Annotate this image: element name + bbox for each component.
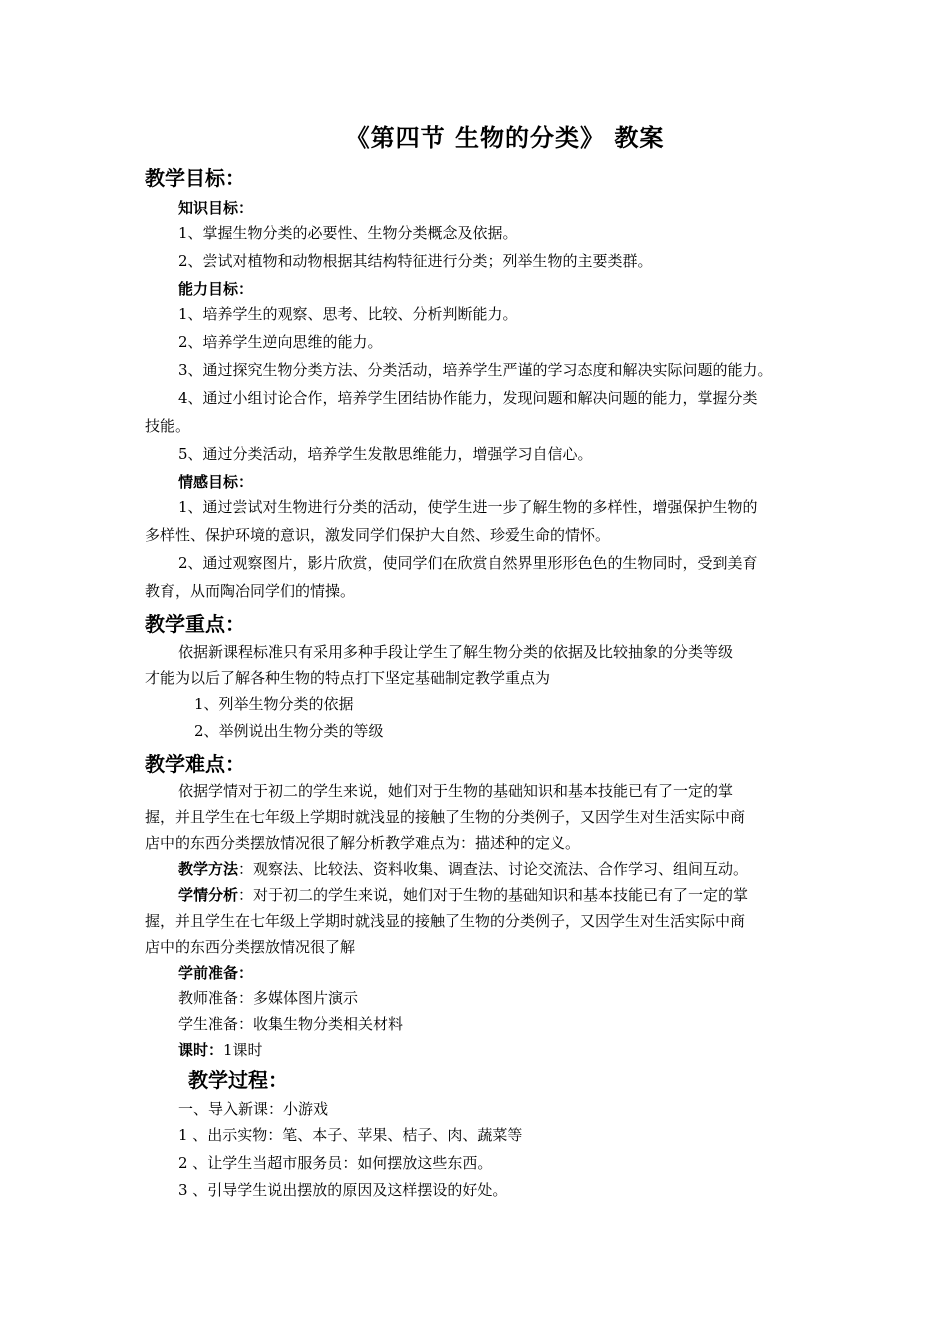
emotion-goal-item: 1、通过尝试对生物进行分类的活动，使学生进一步了解生物的多样性，增强保护生物的 <box>178 498 758 516</box>
ability-goal-item: 5、通过分类活动，培养学生发散思维能力，增强学习自信心。 <box>178 445 593 463</box>
emotion-goal-item-continued: 教育，从而陶冶同学们的情操。 <box>145 582 356 600</box>
analysis-label: 学情分析 <box>178 886 239 904</box>
student-preparation: 学生准备：收集生物分类相关材料 <box>178 1015 404 1033</box>
process-step: 一、导入新课：小游戏 <box>178 1100 329 1118</box>
analysis-text: ：对于初二的学生来说，她们对于生物的基础知识和基本技能已有了一定的掌 <box>238 886 749 904</box>
process-step: 2 、让学生当超市服务员：如何摆放这些东西。 <box>178 1154 493 1172</box>
hours-line <box>178 1039 263 1060</box>
ability-goal-item: 3、通过探究生物分类方法、分类活动，培养学生严谨的学习态度和解决实际问题的能力。 <box>178 361 773 379</box>
key-point-item: 1、列举生物分类的依据 <box>194 695 354 713</box>
key-points-text: 依据新课程标准只有采用多种手段让学生了解生物分类的依据及比较抽象的分类等级 <box>178 643 734 661</box>
difficulties-text: 依据学情对于初二的学生来说，她们对于生物的基础知识和基本技能已有了一定的掌 <box>178 782 734 800</box>
hours-label: 课时： <box>178 1041 224 1059</box>
process-step: 1 、出示实物：笔、本子、苹果、桔子、肉、蔬菜等 <box>178 1126 523 1144</box>
emotion-goal-item: 2、通过观察图片，影片欣赏，使同学们在欣赏自然界里形形色色的生物同时，受到美育 <box>178 554 758 572</box>
document-title: 《第四节 生物的分类》 教案 <box>345 123 665 152</box>
knowledge-goal-item: 1、掌握生物分类的必要性、生物分类概念及依据。 <box>178 224 518 242</box>
ability-goals-label: 能力目标： <box>178 280 254 298</box>
analysis-text-continued: 握，并且学生在七年级上学期时就浅显的接触了生物的分类例子，又因学生对生活实际中商 <box>145 912 746 930</box>
key-points-text: 才能为以后了解各种生物的特点打下坚定基础制定教学重点为 <box>145 669 551 687</box>
key-points-heading: 教学重点： <box>145 612 245 636</box>
method-line <box>178 858 748 879</box>
knowledge-goals-label: 知识目标： <box>178 199 254 217</box>
knowledge-goal-item: 2、尝试对植物和动物根据其结构特征进行分类；列举生物的主要类群。 <box>178 252 653 270</box>
emotion-goal-item-continued: 多样性、保护环境的意识，激发同学们保护大自然、珍爱生命的情怀。 <box>145 526 611 544</box>
analysis-text-continued: 店中的东西分类摆放情况很了解 <box>145 938 356 956</box>
ability-goal-item: 2、培养学生逆向思维的能力。 <box>178 333 383 351</box>
analysis-line <box>178 884 748 905</box>
teacher-preparation: 教师准备：多媒体图片演示 <box>178 989 359 1007</box>
difficulties-text: 店中的东西分类摆放情况很了解分析教学难点为：描述种的定义。 <box>145 834 581 852</box>
ability-goal-item-continued: 技能。 <box>145 417 191 435</box>
process-heading: 教学过程： <box>188 1068 288 1092</box>
goals-heading: 教学目标： <box>145 166 245 190</box>
ability-goal-item: 1、培养学生的观察、思考、比较、分析判断能力。 <box>178 305 518 323</box>
difficulties-heading: 教学难点： <box>145 752 245 776</box>
emotion-goals-label: 情感目标： <box>178 473 254 491</box>
method-text: ：观察法、比较法、资料收集、调查法、讨论交流法、合作学习、组间互动。 <box>238 860 749 878</box>
process-step: 3 、引导学生说出摆放的原因及这样摆设的好处。 <box>178 1181 508 1199</box>
ability-goal-item: 4、通过小组讨论合作，培养学生团结协作能力，发现问题和解决问题的能力，掌握分类 <box>178 389 758 407</box>
key-point-item: 2、举例说出生物分类的等级 <box>194 722 384 740</box>
preparation-label: 学前准备： <box>178 964 254 982</box>
hours-value: 1课时 <box>223 1041 263 1059</box>
method-label: 教学方法 <box>178 860 239 878</box>
difficulties-text: 握，并且学生在七年级上学期时就浅显的接触了生物的分类例子，又因学生对生活实际中商 <box>145 808 746 826</box>
